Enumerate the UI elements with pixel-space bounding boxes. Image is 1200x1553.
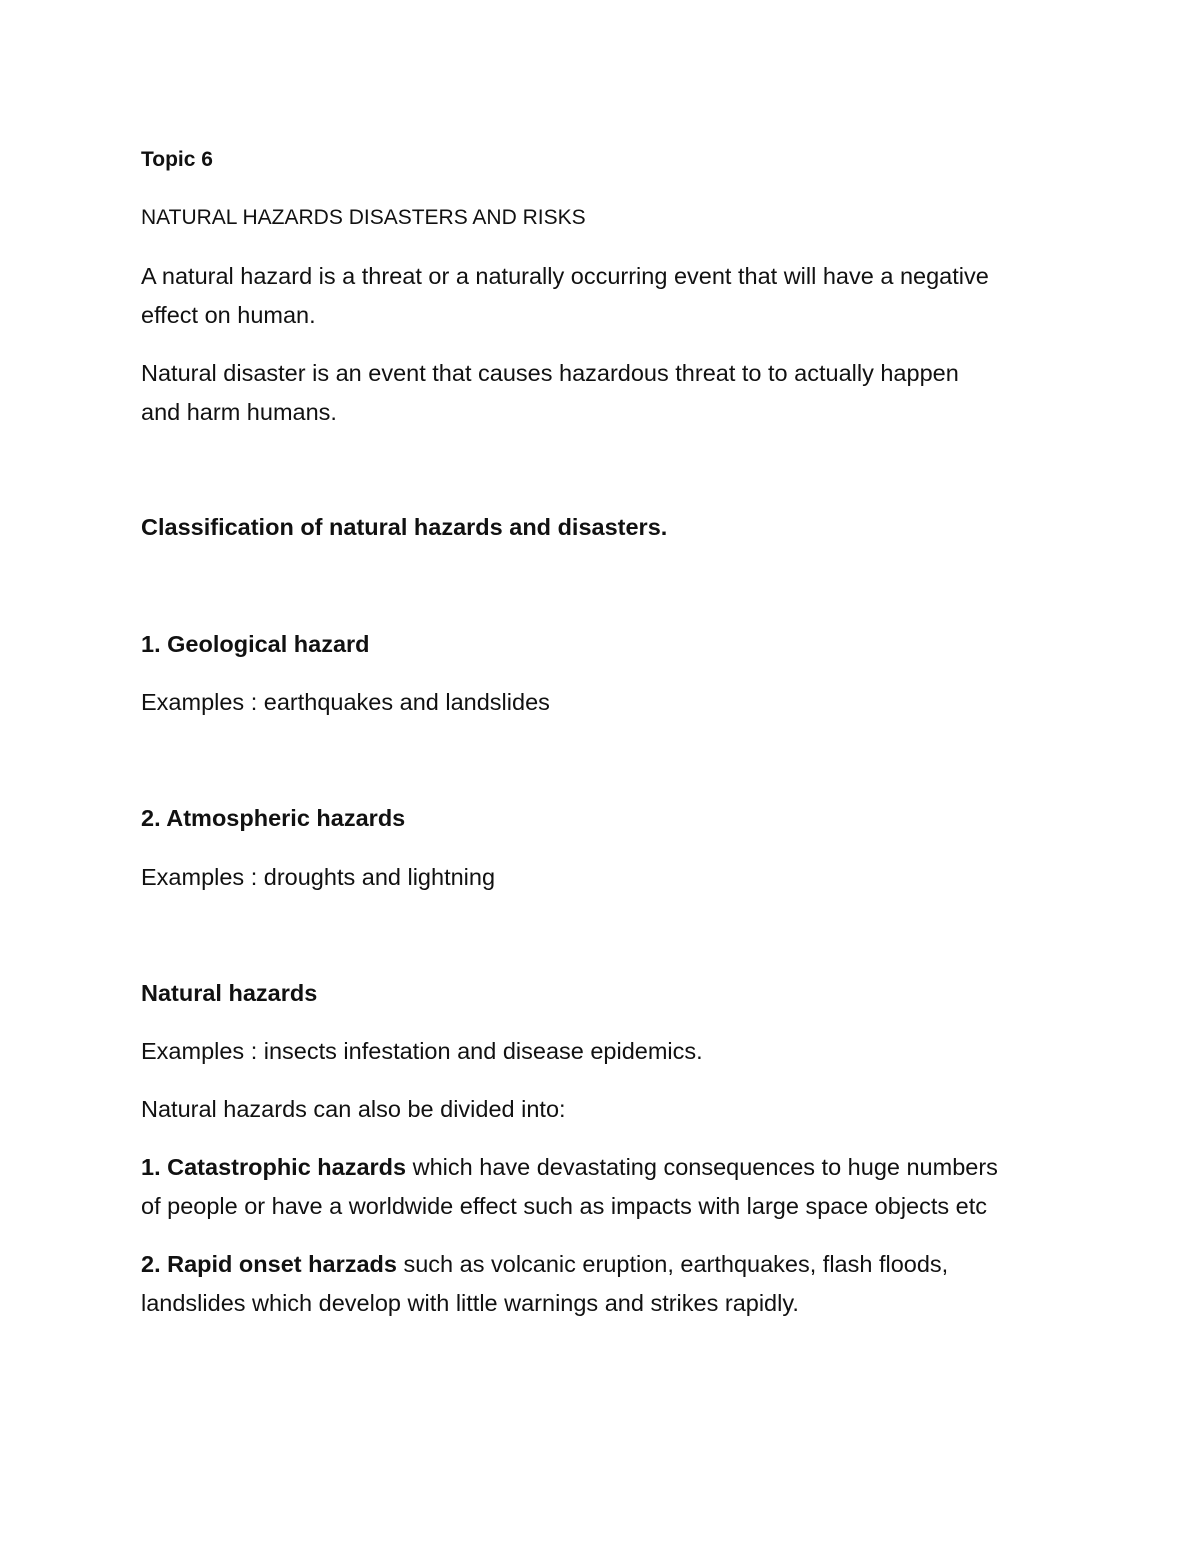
natural-hazards-divided-intro: Natural hazards can also be divided into: [141, 1096, 566, 1122]
rapid-onset-hazards-term: 2. Rapid onset harzads [141, 1251, 397, 1277]
rapid-onset-hazards-line-2: landslides which develop with little warnings and strikes rapidly. [141, 1290, 799, 1316]
catastrophic-hazards-term: 1. Catastrophic hazards [141, 1154, 407, 1180]
catastrophic-hazards-description: which have devastating consequences to huge numbers [406, 1154, 998, 1180]
disaster-definition-line-1: Natural disaster is an event that causes hazardous threat to to actually happen [141, 360, 959, 386]
disaster-definition-line-2: and harm humans. [141, 399, 337, 425]
natural-hazards-title: Natural hazards [141, 980, 318, 1006]
topic-label: Topic 6 [141, 148, 213, 171]
geological-hazard-title: 1. Geological hazard [141, 631, 370, 657]
rapid-onset-hazards-description: such as volcanic eruption, earthquakes, flash floods, [396, 1251, 949, 1277]
hazard-definition-line-1: A natural hazard is a threat or a naturally occurring event that will have a negative [141, 263, 989, 289]
document-heading: NATURAL HAZARDS DISASTERS AND RISKS [141, 206, 586, 229]
catastrophic-hazards-line-2: of people or have a worldwide effect such as impacts with large space objects etc [141, 1193, 988, 1219]
catastrophic-hazards-line-1 [141, 1152, 1081, 1182]
atmospheric-hazard-examples: Examples : droughts and lightning [141, 864, 496, 890]
rapid-onset-hazards-line-1 [141, 1249, 1081, 1279]
natural-hazards-examples: Examples : insects infestation and disease epidemics. [141, 1038, 703, 1064]
geological-hazard-examples: Examples : earthquakes and landslides [141, 689, 550, 715]
atmospheric-hazard-title: 2. Atmospheric hazards [141, 805, 406, 831]
classification-heading: Classification of natural hazards and disasters. [141, 514, 668, 540]
hazard-definition-line-2: effect on human. [141, 302, 316, 328]
